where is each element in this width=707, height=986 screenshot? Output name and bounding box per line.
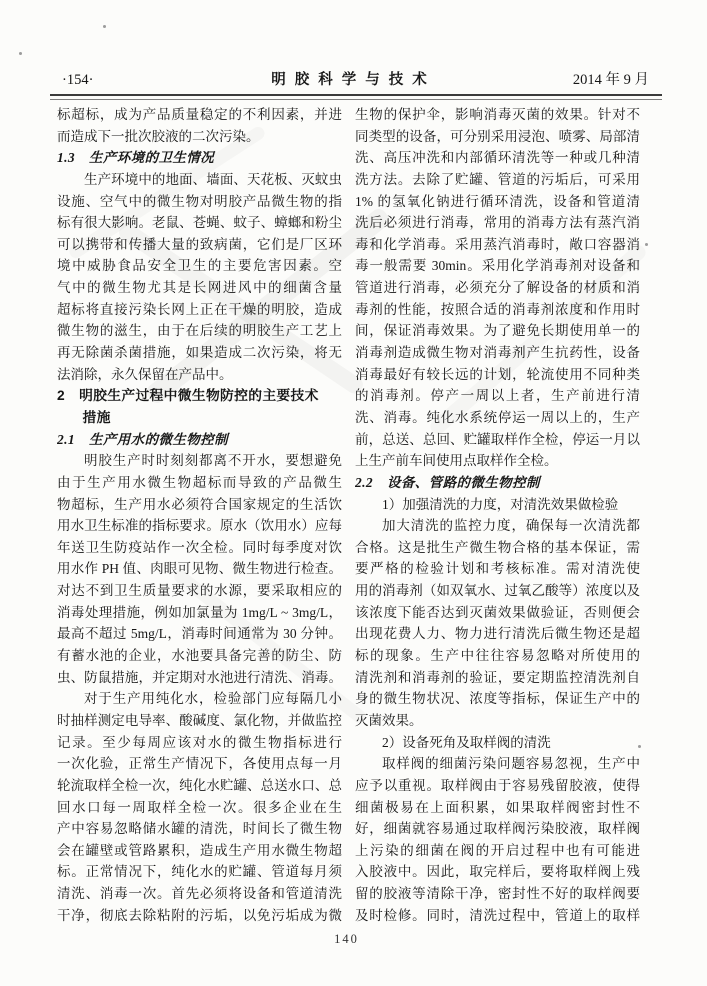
- issue-date: 2014 年 9 月: [572, 72, 649, 88]
- section-heading: 2 明胶生产过程中微生物防控的主要技术: [57, 388, 319, 404]
- text-line: 应予以重视。取样阀由于容易残留胶液，使得: [355, 777, 640, 793]
- dust-speck: [19, 52, 22, 55]
- text-line: 有蓄水池的企业，水池要具备完善的防尘、防: [57, 648, 342, 664]
- text-line: 消毒剂造成微生物对消毒剂产生抗药性，设备: [355, 345, 640, 361]
- text-line: 洗、高压冲洗和内部循环清洗等一种或几种清: [355, 150, 640, 166]
- subsection-heading: 2.1 生产用水的微生物控制: [57, 431, 228, 447]
- text-line: 微生物的滋生，由于在后续的明胶生产工艺上: [57, 323, 342, 339]
- text-line: 毒一般需要 30min。采用化学消毒剂对设备和: [355, 258, 640, 274]
- text-line: 由于生产用水微生物超标而导致的产品微生: [57, 474, 342, 490]
- text-line: 间，保证消毒效果。为了避免长期使用单一的: [355, 323, 640, 339]
- section-heading: 措施: [82, 409, 111, 425]
- text-line: 洗、消毒。纯化水系统停运一周以上的，生产: [355, 409, 640, 425]
- text-line: 而造成下一批次胶液的二次污染。: [57, 128, 260, 144]
- text-line: 1% 的氢氧化钠进行循环清洗，设备和管道清: [355, 193, 640, 209]
- text-line: 及时检修。同时，清洗过程中，管道上的取样: [355, 907, 640, 923]
- text-line: 轮流取样全检一次，纯化水贮罐、总送水口、总: [57, 777, 342, 793]
- text-line: 再无除菌杀菌措施，如果造成二次污染，将无: [57, 345, 342, 361]
- text-line: 用水卫生标准的指标要求。原水（饮用水）应每: [57, 518, 342, 534]
- text-line: 身的微生物状况、浓度等指标，保证生产中的: [355, 691, 640, 707]
- text-line: 上生产前车间使用点取样作全检。: [355, 453, 558, 469]
- text-line: 用水作 PH 值、肉眼可见物、微生物进行检查。: [57, 561, 342, 577]
- text-line: 生物的保护伞，影响消毒灭菌的效果。针对不: [355, 107, 640, 122]
- text-line: 出现花费人力、物力进行清洗后微生物还是超: [355, 626, 640, 642]
- text-line: 清洗、消毒一次。首先必须将设备和管道清洗: [57, 886, 342, 902]
- text-line: 会在罐壁或管路累积，造成生产用水微生物超: [57, 842, 342, 858]
- text-line: 标超标，成为产品质量稳定的不利因素，并进: [57, 107, 342, 122]
- text-line: 消毒处理措施，例如加氯量为 1mg/L ~ 3mg/L，: [57, 604, 342, 620]
- text-line: 洗后必须进行消毒，常用的消毒方法有蒸汽消: [355, 215, 640, 231]
- text-line: 设施、空气中的微生物对明胶产品微生物的指: [57, 193, 342, 209]
- text-line: 1）加强清洗的力度，对清洗效果做检验: [382, 496, 619, 512]
- dust-speck: [645, 243, 648, 246]
- text-line: 最高不超过 5mg/L，消毒时间通常为 30 分钟。: [57, 626, 342, 642]
- subsection-heading: 1.3 生产环境的卫生情况: [57, 150, 215, 166]
- text-line: 洗方法。去除了贮罐、管道的污垢后，可采用: [355, 171, 640, 187]
- text-line: 记录。至少每周应该对水的微生物指标进行: [57, 734, 342, 750]
- text-line: 灭菌效果。: [355, 712, 423, 728]
- header-double-rule: [50, 94, 662, 100]
- text-line: 消毒最好有较长远的计划，轮流使用不同种类: [355, 366, 640, 382]
- text-line: 该浓度下能否达到灭菌效果做验证，否则便会: [355, 604, 640, 620]
- text-line: 好，细菌就容易通过取样阀污染胶液，取样阀: [355, 821, 640, 837]
- text-line: 明胶生产时时刻刻都离不开水，要想避免: [84, 453, 342, 469]
- text-line: 同类型的设备，可分别采用浸泡、喷雾、局部清: [355, 128, 640, 144]
- text-line: 干净，彻底去除粘附的污垢，以免污垢成为微: [57, 907, 342, 923]
- text-line: 时抽样测定电导率、酸碱度、氯化物，并做监控: [57, 712, 342, 728]
- text-line: 可以携带和传播大量的致病菌，它们是厂区环: [57, 236, 342, 252]
- text-line: 的消毒剂。停产一周以上者，生产前进行清: [355, 388, 640, 404]
- text-line: 对达不到卫生质量要求的水源，要采取相应的: [57, 583, 342, 599]
- text-line: 取样阀的细菌污染问题容易忽视，生产中: [382, 756, 640, 772]
- text-line: 回水口每一周取样全检一次。很多企业在生: [57, 799, 342, 815]
- text-line: 清洗剂和消毒剂的验证，要定期监控清洗剂自: [355, 669, 640, 685]
- text-line: 留的胶液等清除干净，密封性不好的取样阀要: [355, 886, 640, 902]
- text-line: 标的现象。生产中往往容易忽略对所使用的: [355, 648, 640, 664]
- text-line: 入胶液中。因此，取完样后，要将取样阀上残: [355, 864, 640, 880]
- left-column: [57, 104, 342, 926]
- text-line: 2）设备死角及取样阀的清洗: [382, 734, 551, 750]
- dust-speck: [103, 25, 106, 28]
- text-line: 产中容易忽略储水罐的清洗，时间长了微生物: [57, 821, 342, 837]
- text-line: 标有很大影响。老鼠、苍蝇、蚊子、蟑螂和粉尘: [57, 215, 342, 231]
- text-line: 境中威胁食品安全卫生的主要危害因素。空: [57, 258, 342, 274]
- text-line: 前，总送、总回、贮罐取样作全检，停运一月以: [355, 431, 640, 447]
- text-line: 毒和化学消毒。采用蒸汽消毒时，敞口容器消: [355, 236, 640, 252]
- text-line: 物超标，生产用水必须符合国家规定的生活饮: [57, 496, 342, 512]
- text-line: 细菌极易在上面积累，如果取样阀密封性不: [355, 799, 640, 815]
- text-line: 生产环境中的地面、墙面、天花板、灭蚊虫: [84, 171, 342, 187]
- text-line: 合格。这是批生产微生物合格的基本保证，需: [355, 539, 640, 555]
- text-line: 法消除，永久保留在产品中。: [57, 366, 233, 382]
- text-line: 上污染的细菌在阀的开启过程中也有可能进: [355, 842, 640, 858]
- text-line: 毒剂的性能，按照合适的消毒剂浓度和作用时: [355, 301, 640, 317]
- journal-title: 明胶科学与技术: [271, 72, 436, 88]
- text-line: 气中的微生物尤其是长网进风中的细菌含量: [57, 280, 342, 296]
- footer-page-number: 140: [334, 932, 359, 946]
- text-line: 标。正常情况下，纯化水的贮罐、管道每月须: [57, 864, 342, 880]
- text-line: 虫、防鼠措施，并定期对水池进行清洗、消毒。: [57, 669, 342, 685]
- text-line: 要严格的检验计划和考核标准。需对清洗使: [355, 561, 640, 577]
- text-line: 管道进行消毒，必须充分了解设备的材质和消: [355, 280, 640, 296]
- subsection-heading: 2.2 设备、管路的微生物控制: [355, 474, 540, 490]
- running-head-page-number: ·154·: [62, 72, 94, 88]
- right-column: [355, 104, 640, 926]
- text-line: 加大清洗的监控力度，确保每一次清洗都: [382, 518, 640, 534]
- text-line: 一次化验，正常生产情况下，各使用点每一月: [57, 756, 342, 772]
- text-line: 对于生产用纯化水，检验部门应每隔几小: [84, 691, 342, 707]
- text-line: 年送卫生防疫站作一次全检。同时每季度对饮: [57, 539, 342, 555]
- text-line: 超标将直接污染长网上正在干燥的明胶，造成: [57, 301, 342, 317]
- text-line: 用的消毒剂（如双氧水、过氧乙酸等）浓度以及: [355, 583, 640, 599]
